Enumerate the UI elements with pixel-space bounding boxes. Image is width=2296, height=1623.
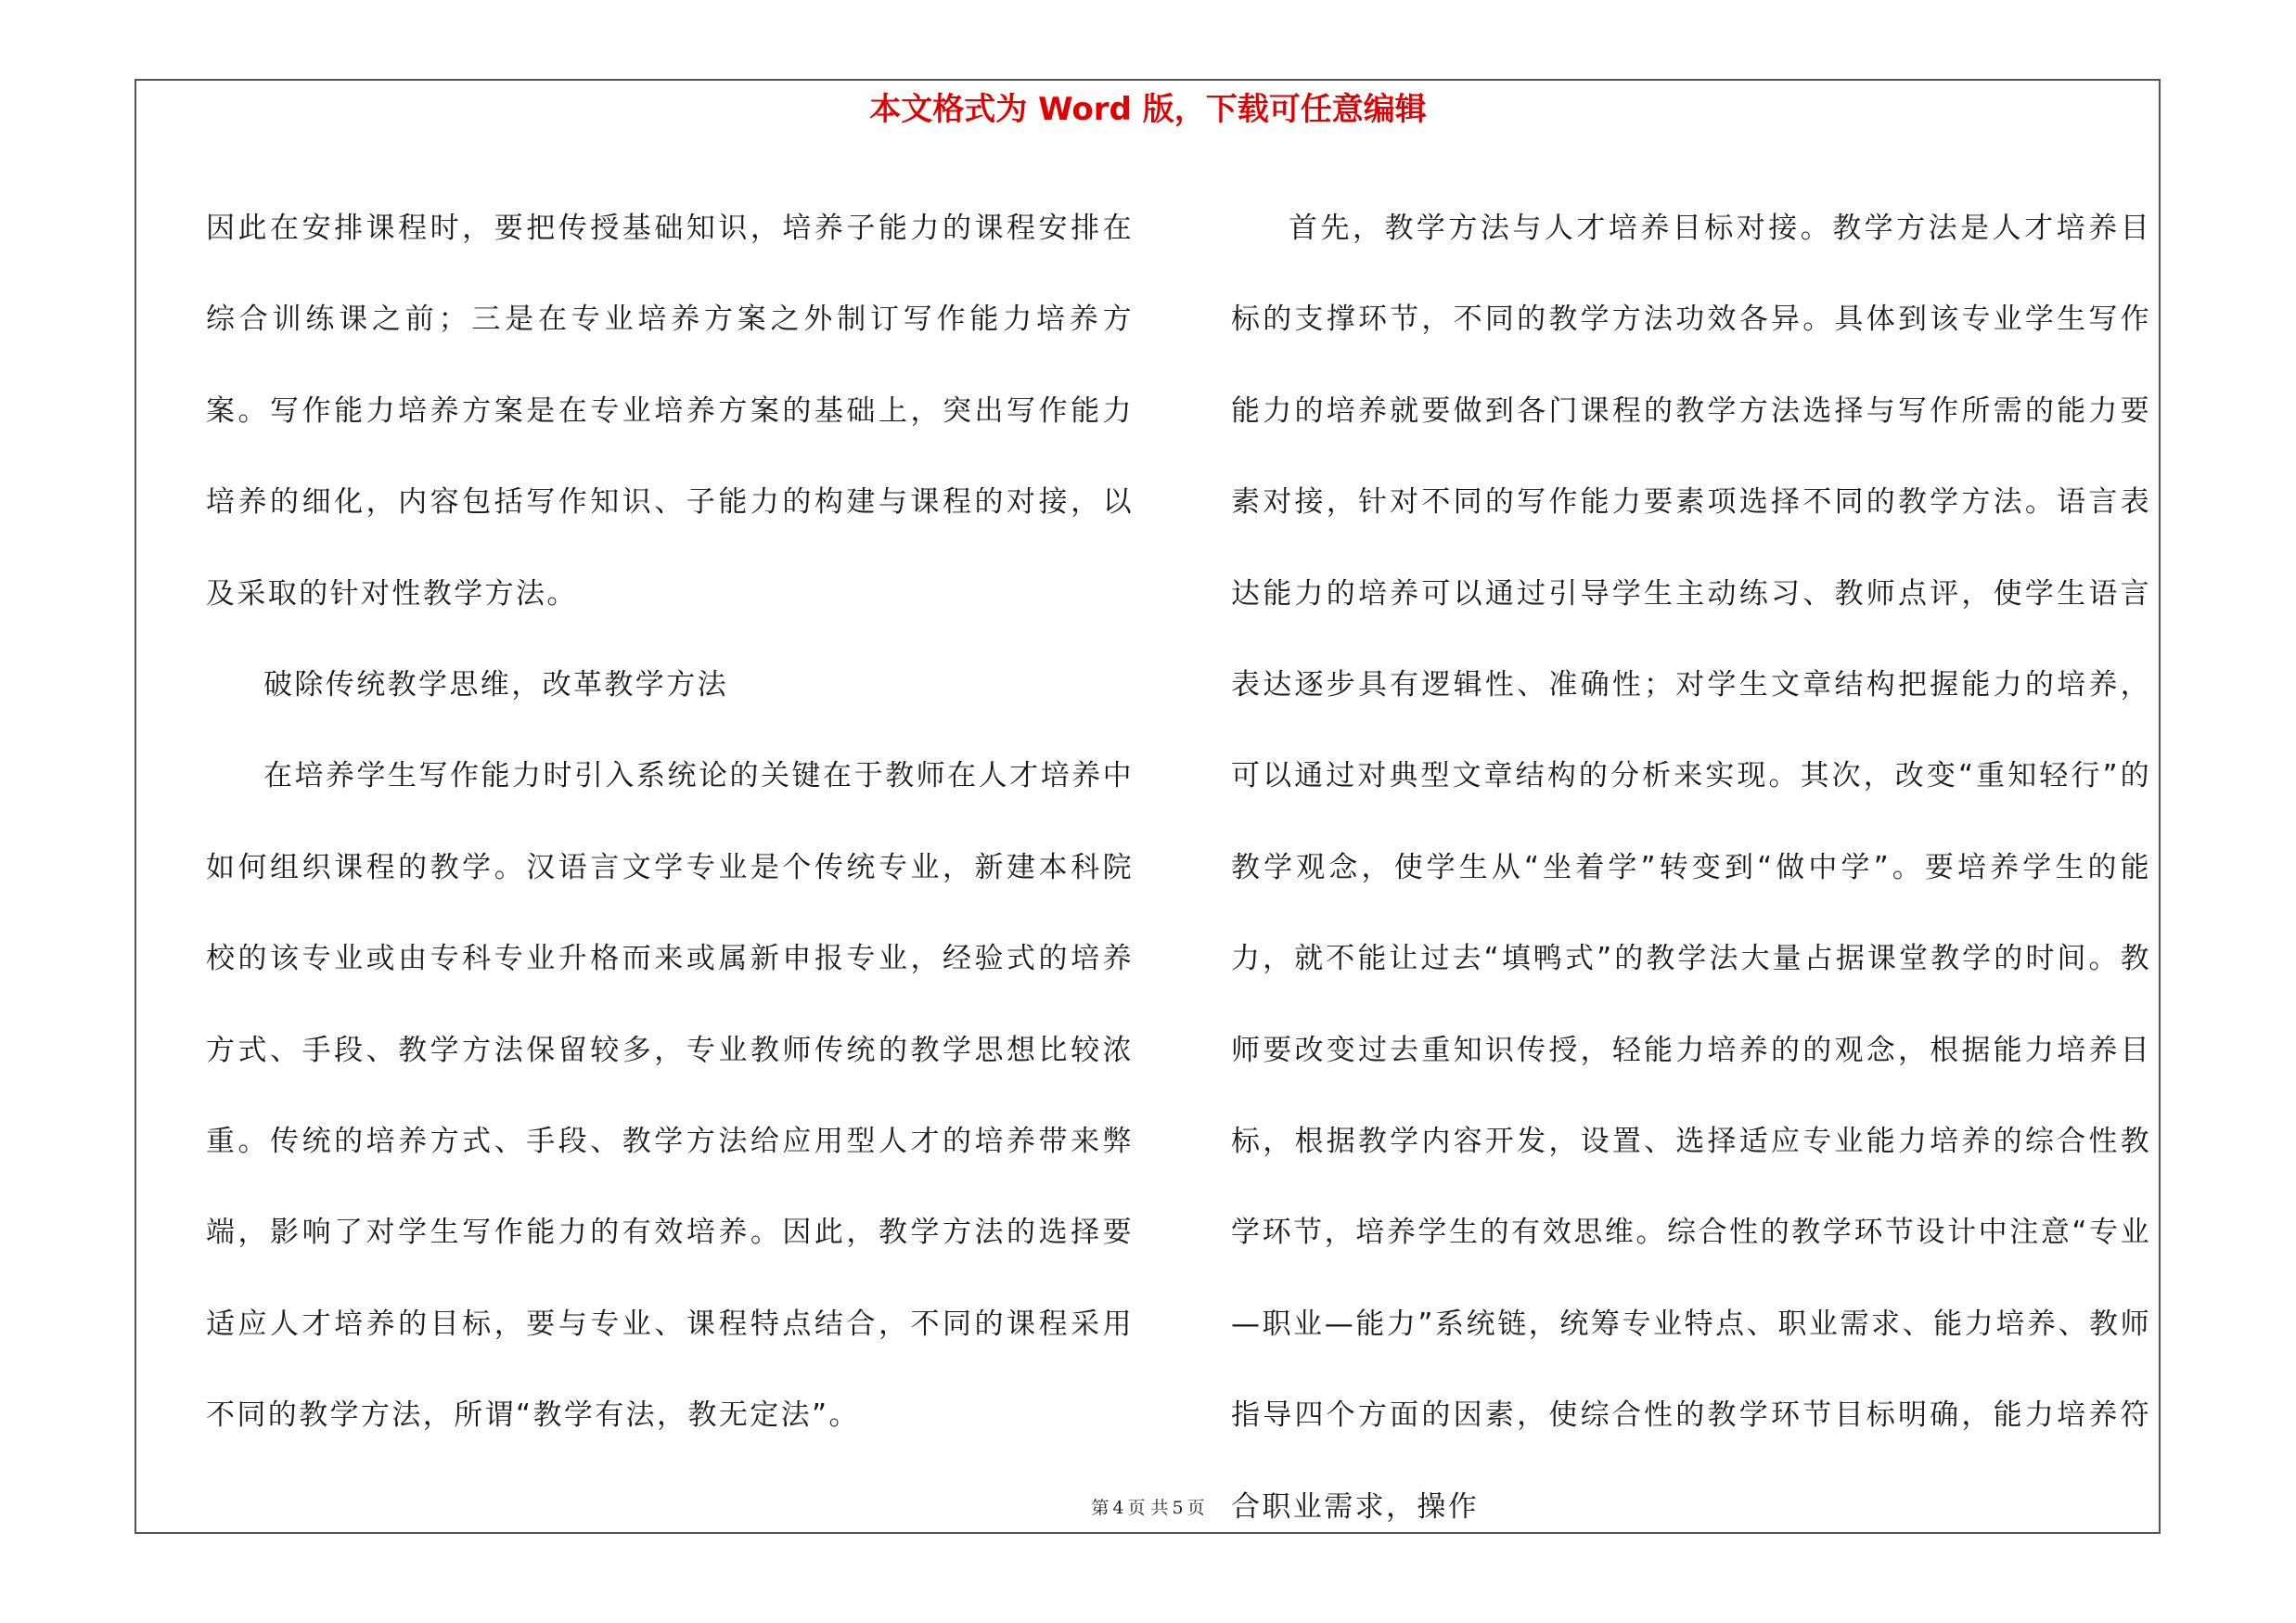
left-paragraph-1: 因此在安排课程时，要把传授基础知识，培养子能力的课程安排在综合训练课之前；三是在专业培养方案之外制订写作能力培养方案。写作能力培养方案是在专业培养方案的基础上，突出写作能力培养的细化，内容包括写作知识、子能力的构建与课程的对接，以及采取的针对性教学方法。 xyxy=(206,212,1134,611)
right-text-column xyxy=(1231,183,2151,1524)
left-paragraph-2: 在培养学生写作能力时引入系统论的关键在于教师在人才培养中如何组织课程的教学。汉语言文学专业是个传统专业，新建本科院校的该专业或由专科专业升格而来或属新申报专业，经验式的培养方式、手段、教学方法保留较多，专业教师传统的教学思想比较浓重。传统的培养方式、手段、教学方法给应用型人才的培养带来弊端，影响了对学生写作能力的有效培养。因此，教学方法的选择要适应人才培养的目标，要与专业、课程特点结合，不同的课程采用不同的教学方法，所谓“教学有法，教无定法”。 xyxy=(206,759,1134,1433)
footer-total-pages: 5 xyxy=(1172,1498,1184,1518)
format-notice-banner: 本文格式为 Word 版，下载可任意编辑 xyxy=(869,91,1427,128)
left-text-column xyxy=(206,183,1134,1433)
page-number-footer xyxy=(0,1496,2296,1520)
right-paragraph-1: 首先，教学方法与人才培养目标对接。教学方法是人才培养目标的支撑环节，不同的教学方法功效各异。具体到该专业学生写作能力的培养就要做到各门课程的教学方法选择与写作所需的能力要素对接，针对不同的写作能力要素项选择不同的教学方法。语言表达能力的培养可以通过引导学生主动练习、教师点评，使学生语言表达逐步具有逻辑性、准确性；对学生文章结构把握能力的培养，可以通过对典型文章结构的分析来实现。其次，改变“重知轻行”的教学观念，使学生从“坐着学”转变到“做中学”。要培养学生的能力，就不能让过去“填鸭式”的教学法大量占据课堂教学的时间。教师要改变过去重知识传授，轻能力培养的的观念，根据能力培养目标，根据教学内容开发，设置、选择适应专业能力培养的综合性教学环节，培养学生的有效思维。综合性的教学环节设计中注意“专业—职业—能力”系统链，统筹专业特点、职业需求、能力培养、教师指导四个方面的因素，使综合性的教学环节目标明确，能力培养符合职业需求，操作 xyxy=(1231,212,2151,1524)
footer-middle: 页 共 xyxy=(1127,1498,1169,1518)
footer-suffix: 页 xyxy=(1186,1498,1205,1518)
section-heading: 破除传统教学思维，改革教学方法 xyxy=(263,668,728,702)
footer-prefix: 第 xyxy=(1091,1498,1110,1518)
footer-current-page: 4 xyxy=(1112,1498,1124,1518)
